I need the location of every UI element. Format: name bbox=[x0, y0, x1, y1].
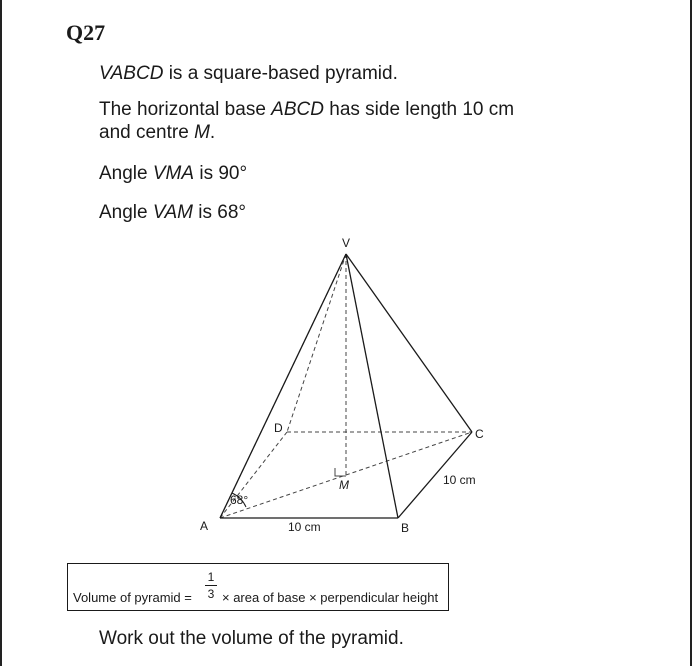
volume-formula-box bbox=[67, 563, 449, 611]
formula-lead: Volume of pyramid = bbox=[73, 590, 192, 605]
edge-va bbox=[220, 254, 346, 518]
vertex-label-c: C bbox=[475, 427, 484, 441]
point-label-m: M bbox=[339, 478, 349, 492]
task-instruction: Work out the volume of the pyramid. bbox=[99, 628, 404, 649]
vertex-label-v: V bbox=[342, 236, 351, 250]
side-label-ab: 10 cm bbox=[288, 520, 321, 534]
side-label-bc: 10 cm bbox=[443, 473, 476, 487]
angle-label: 68° bbox=[230, 493, 249, 507]
statement-base: The horizontal base ABCD has side length 10 cm and centre M. bbox=[99, 99, 515, 143]
statement-angle-vam: Angle VAM is 68° bbox=[99, 202, 247, 223]
vertex-label-a: A bbox=[200, 519, 209, 533]
fraction-numerator: 1 bbox=[207, 570, 215, 584]
edge-vd bbox=[287, 254, 346, 432]
fraction-bar bbox=[205, 585, 217, 586]
question-number: Q27 bbox=[66, 20, 106, 45]
fraction-denominator: 3 bbox=[207, 587, 215, 601]
right-angle-marker bbox=[335, 468, 346, 476]
edge-vc bbox=[346, 254, 472, 432]
statement-angle-vma: Angle VMA is 90° bbox=[99, 163, 248, 184]
formula-tail: × area of base × perpendicular height bbox=[222, 590, 439, 605]
edge-vb bbox=[346, 254, 398, 518]
vertex-label-d: D bbox=[274, 421, 283, 435]
vertex-label-b: B bbox=[401, 521, 410, 535]
statement-pyramid: VABCD is a square-based pyramid. bbox=[99, 63, 398, 84]
fraction-one-third bbox=[205, 570, 217, 601]
